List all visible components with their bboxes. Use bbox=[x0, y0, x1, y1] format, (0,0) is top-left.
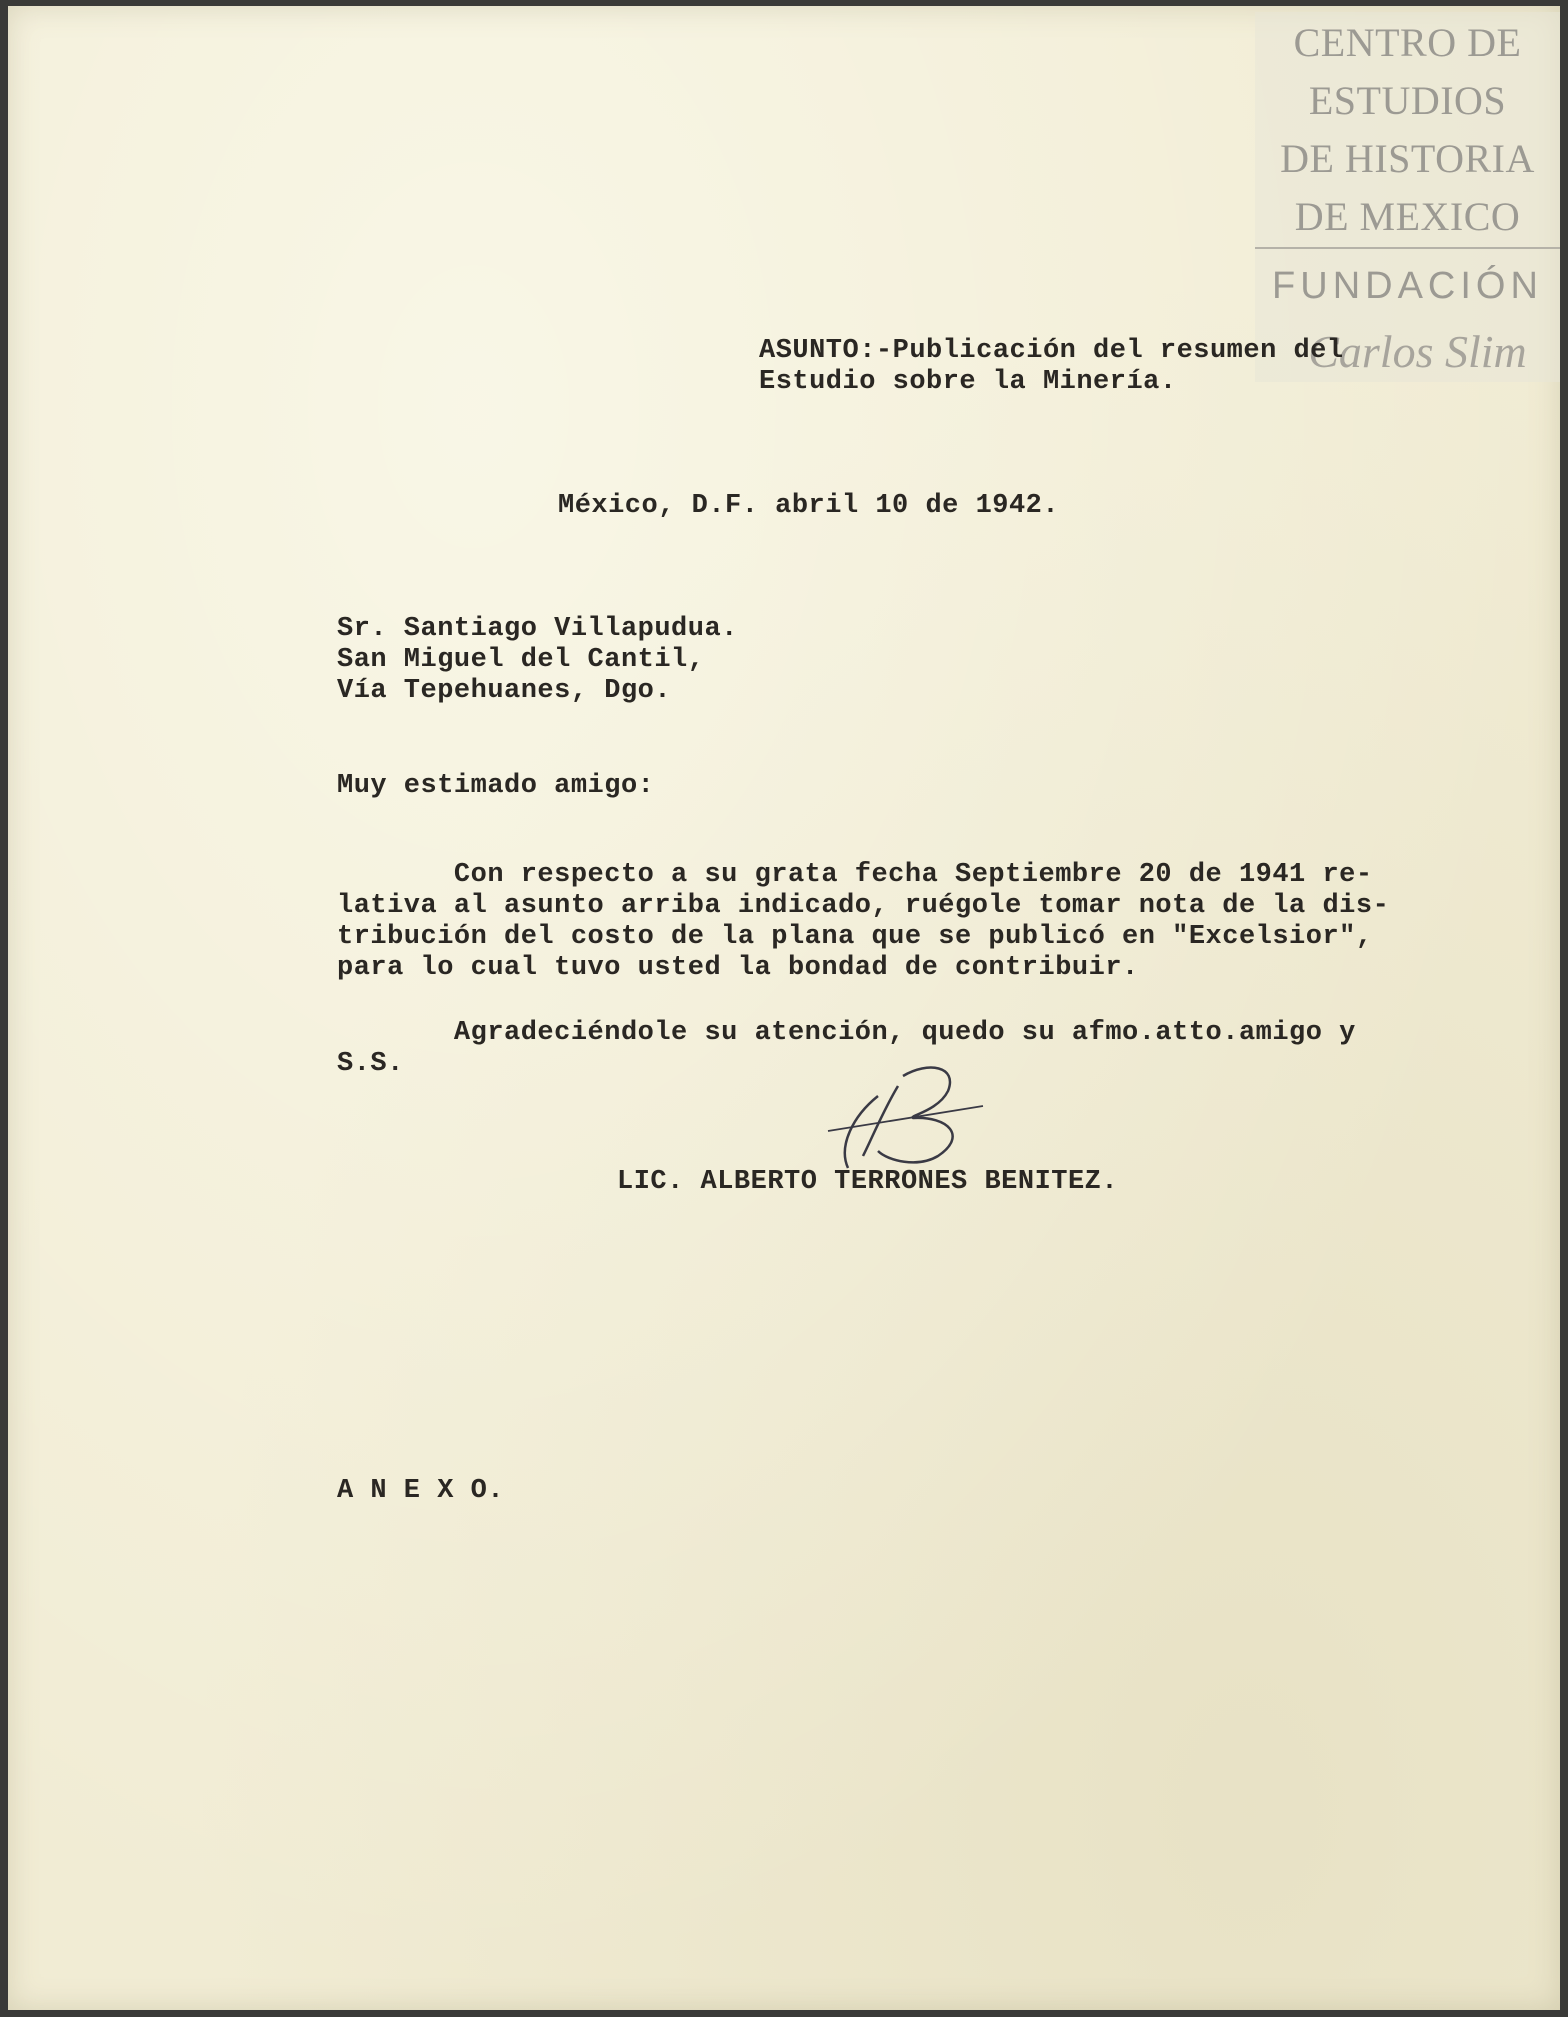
stamp-line-3: DE HISTORIA bbox=[1280, 136, 1535, 181]
stamp-slim-signature: Carlos Slim bbox=[1308, 326, 1527, 377]
stamp-line-4: DE MEXICO bbox=[1294, 194, 1521, 239]
stamp-line-2: ESTUDIOS bbox=[1308, 78, 1507, 123]
body-paragraph-1-line-2: lativa al asunto arriba indicado, ruégole tomar nota de la dis- bbox=[337, 891, 1390, 921]
archive-watermark-stamp bbox=[1255, 12, 1560, 382]
signatory-name: LIC. ALBERTO TERRONES BENITEZ. bbox=[617, 1167, 1119, 1197]
body-paragraph-1-line-1: Con respecto a su grata fecha Septiembre 20 de 1941 re- bbox=[337, 860, 1373, 890]
recipient-name: Sr. Santiago Villapudua. bbox=[337, 614, 738, 644]
letter-page bbox=[8, 6, 1560, 2010]
body-paragraph-1-line-4: para lo cual tuvo usted la bondad de contribuir. bbox=[337, 953, 1139, 983]
body-paragraph-2-line-1: Agradeciéndole su atención, quedo su afmo.atto.amigo y bbox=[337, 1018, 1356, 1048]
body-paragraph-2-line-2: S.S. bbox=[337, 1049, 404, 1079]
subject-line-1: ASUNTO:-Publicación del resumen del bbox=[759, 336, 1344, 366]
stamp-line-1: CENTRO DE bbox=[1293, 20, 1522, 65]
subject-line-2: Estudio sobre la Minería. bbox=[759, 367, 1177, 397]
salutation: Muy estimado amigo: bbox=[337, 771, 655, 801]
recipient-address-1: San Miguel del Cantil, bbox=[337, 645, 705, 675]
letter-date: México, D.F. abril 10 de 1942. bbox=[558, 491, 1060, 521]
stamp-divider bbox=[1255, 247, 1560, 249]
stamp-fundacion: FUNDACIÓN bbox=[1272, 265, 1543, 307]
recipient-address-2: Vía Tepehuanes, Dgo. bbox=[337, 676, 672, 706]
annex-label: A N E X O. bbox=[337, 1476, 505, 1506]
body-paragraph-1-line-3: tribución del costo de la plana que se publicó en "Excelsior", bbox=[337, 922, 1373, 952]
handwritten-initials-signature bbox=[808, 1056, 998, 1176]
